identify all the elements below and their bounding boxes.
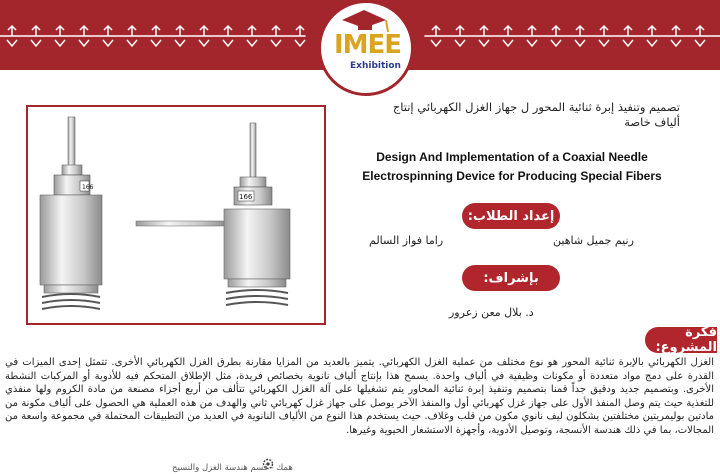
- logo-text: IMEE: [334, 30, 402, 60]
- project-figure: [26, 105, 326, 325]
- coaxial-needle-drawing: [28, 107, 324, 323]
- author-name-1: رنيم جميل شاهين: [553, 234, 634, 247]
- figure-label-right: 166: [239, 193, 253, 201]
- title-en-line-2: Electrospinning Device for Producing Special Fibers: [362, 169, 662, 183]
- author-name-2: راما فواز السالم: [369, 234, 444, 247]
- supervision-heading: بإشراف:: [462, 265, 560, 291]
- logo-subtitle: Exhibition: [350, 61, 401, 71]
- figure-label-left: 166: [82, 184, 94, 191]
- needle-assembly-left: [40, 117, 102, 309]
- project-title-english: [342, 148, 682, 186]
- authors-heading: إعداد الطلاب:: [462, 203, 560, 229]
- needle-assembly-right: [136, 123, 290, 305]
- idea-heading: فكرة المشروع:: [645, 327, 717, 353]
- footer-text: همك - قسم هندسة الغزل والنسيج: [172, 463, 293, 473]
- supervisor-name: د. بلال معن زعرور: [449, 306, 534, 319]
- title-en-line-1: Design And Implementation of a Coaxial Needle: [376, 150, 648, 164]
- project-description: الغزل الكهربائي بالإبرة ثنائية المحور هو نوع مختلف من عملية الغزل الكهربائي. يتميز بالعديد من المزايا مقارنة بطرق الغزل الكهربائي الأخرى. تتمثل إحدى الميزات في القدرة على دمج مواد متعددة أو مكونات وظيفية في ألياف واحدة. يسمح هذا بإنتاج ألياف نانوية بخصائص فريدة، مثل الإطلاق المتحكم فيه للأدوية أو المركبات النشطة الأخرى. وبتصميم جديد ودقيق جداً قمنا بتصميم وتنفيذ إبرة ثنائية المحاور يتم تشغيلها على آلة الغزل الكهربائي تتألف من أربع أجزاء مصنعة من مادة الكروم ولها منفذي للتغذية حيث يتم وصل المنفذ الأول على جهاز غزل كهربائي أول والمنفذ الآخر يوصل على جهاز غزل كهربائي ثاني والهدف من هذه العملية هي الحصول على ألياف مكونة من مادتين بوليمريتين مختلفتين يشكلون ليف نانوي مكون من قلب وغلاف. حيث يستخدم هذا النوع من الألياف النانوية في العديد من التطبيقات المحتملة في مجموعة واسعة من المجالات، بما في ذلك هندسة الأنسجة، وتوصيل الأدوية، وأجهزة الاستشعار الحيوية وغيرها.: [5, 357, 714, 436]
- project-title-arabic: تصميم وتنفيذ إبرة ثنائية المحور ل جهاز الغزل الكهربائي إنتاج ألياف خاصة: [392, 100, 680, 129]
